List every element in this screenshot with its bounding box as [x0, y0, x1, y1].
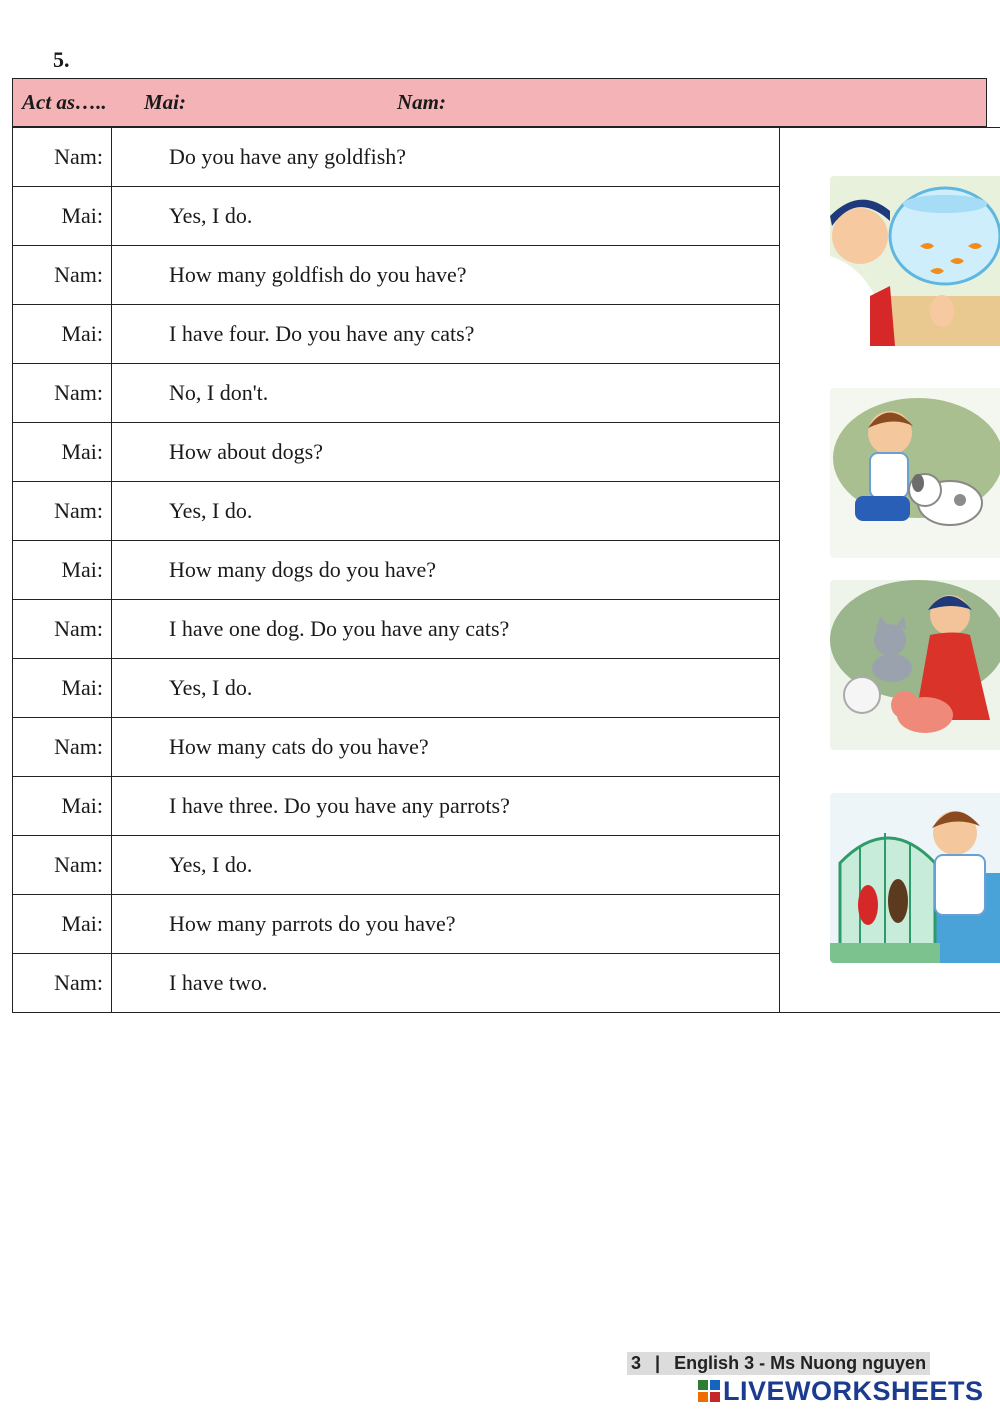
footer-text: English 3 - Ms Nuong nguyen	[674, 1353, 927, 1373]
dialogue-line-cell: Yes, I do.	[112, 659, 780, 718]
speaker-cell: Mai:	[13, 777, 112, 836]
dialogue-line-cell: I have one dog. Do you have any cats?	[112, 600, 780, 659]
dialogue-line-cell: I have two.	[112, 954, 780, 1013]
dialogue-line-cell: How many cats do you have?	[112, 718, 780, 777]
dialogue-line-cell: Do you have any goldfish?	[112, 128, 780, 187]
dialogue-line-cell: Yes, I do.	[112, 836, 780, 895]
brand-name: LIVEWORKSHEETS	[723, 1376, 984, 1406]
speaker-cell: Nam:	[13, 364, 112, 423]
speaker-cell: Mai:	[13, 659, 112, 718]
illustrations-cell	[780, 128, 1000, 1013]
footer-separator: |	[655, 1353, 661, 1373]
girl-cats-icon	[830, 580, 1000, 750]
liveworksheets-logo-icon	[698, 1380, 720, 1402]
speaker-cell: Mai:	[13, 305, 112, 364]
liveworksheets-brand	[698, 1376, 984, 1407]
speaker-cell: Nam:	[13, 836, 112, 895]
boy-parrots-cage-icon	[830, 793, 1000, 963]
speaker-cell: Mai:	[13, 423, 112, 482]
speaker-cell: Nam:	[13, 482, 112, 541]
exercise-number: 5.	[53, 47, 70, 72]
dialogue-line-cell: How many goldfish do you have?	[112, 246, 780, 305]
act-as-header	[12, 78, 987, 127]
mai-role-label: Mai:	[144, 90, 186, 114]
page-number: 3	[631, 1353, 642, 1373]
speaker-cell: Nam:	[13, 246, 112, 305]
boy-dog-icon	[830, 388, 1000, 558]
act-as-label: Act as…..	[22, 90, 107, 114]
dialogue-row	[13, 128, 1000, 187]
dialogue-line-cell: Yes, I do.	[112, 482, 780, 541]
dialogue-line-cell: How many parrots do you have?	[112, 895, 780, 954]
dialogue-line-cell: How many dogs do you have?	[112, 541, 780, 600]
dialogue-line-cell: Yes, I do.	[112, 187, 780, 246]
page-footer	[627, 1352, 930, 1375]
speaker-cell: Nam:	[13, 718, 112, 777]
speaker-cell: Nam:	[13, 954, 112, 1013]
speaker-cell: Mai:	[13, 541, 112, 600]
dialogue-table	[12, 127, 1000, 1013]
speaker-cell: Nam:	[13, 600, 112, 659]
nam-role-label: Nam:	[397, 90, 446, 114]
speaker-cell: Nam:	[13, 128, 112, 187]
speaker-cell: Mai:	[13, 187, 112, 246]
dialogue-line-cell: I have three. Do you have any parrots?	[112, 777, 780, 836]
dialogue-line-cell: I have four. Do you have any cats?	[112, 305, 780, 364]
dialogue-line-cell: How about dogs?	[112, 423, 780, 482]
dialogue-line-cell: No, I don't.	[112, 364, 780, 423]
girl-goldfish-bowl-icon	[830, 176, 1000, 346]
speaker-cell: Mai:	[13, 895, 112, 954]
